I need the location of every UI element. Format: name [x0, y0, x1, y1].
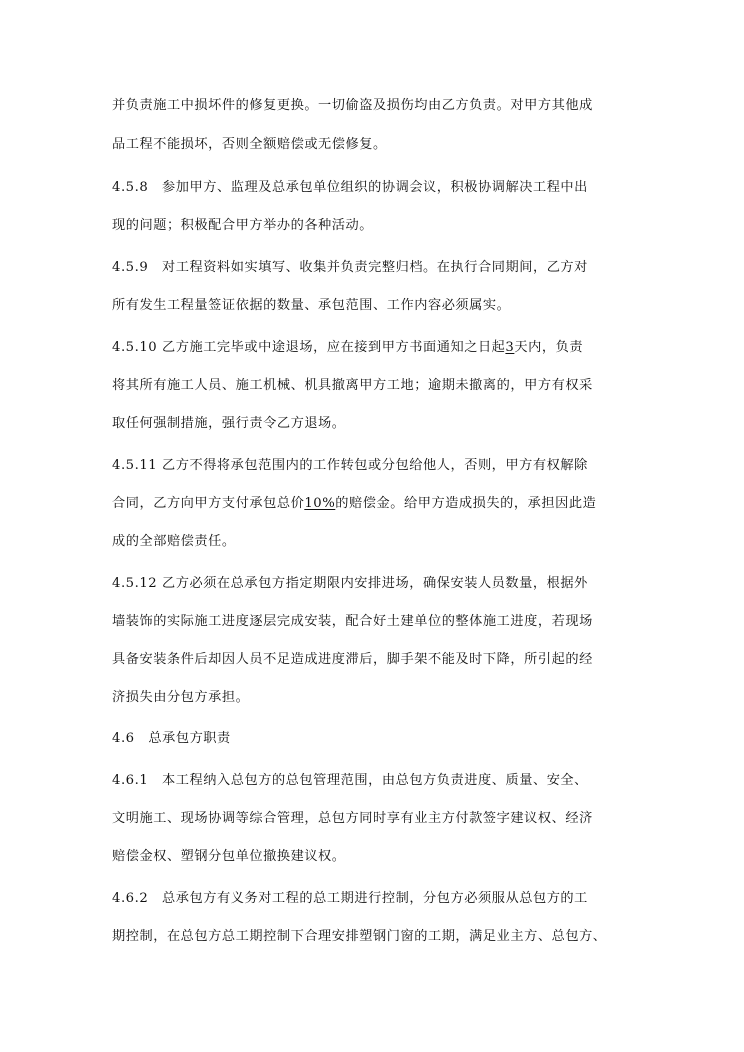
text-line	[112, 494, 632, 514]
text-segment: 4.5.10 乙方施工完毕或中途退场，应在接到甲方书面通知之日起	[112, 340, 506, 355]
clause-4-5-12: 4.5.12 乙方必须在总承包方指定期限内安排进场，确保安装人员数量，根据外	[112, 576, 588, 591]
section-heading-4-6: 4.6 总承包方职责	[112, 731, 231, 746]
underlined-percent-value: 10%	[304, 496, 336, 511]
underlined-days-value: 3	[505, 340, 515, 355]
text-line: 期控制，在总包方总工期控制下合理安排塑钢门窗的工期，满足业主方、总包方、	[112, 929, 607, 944]
clause-4-5-10	[112, 338, 632, 358]
text-line: 所有发生工程量签证依据的数量、承包范围、工作内容必须属实。	[112, 298, 511, 313]
text-line: 具备安装条件后却因人员不足造成进度滞后，脚手架不能及时下降，所引起的经	[112, 652, 593, 667]
text-line: 将其所有施工人员、施工机械、机具撤离甲方工地；逾期未撤离的，甲方有权采	[112, 378, 593, 393]
text-segment: 天内，负责	[514, 340, 584, 355]
clause-4-5-9: 4.5.9 对工程资料如实填写、收集并负责完整归档。在执行合同期间，乙方对	[112, 260, 588, 275]
clause-4-6-1: 4.6.1 本工程纳入总包方的总包管理范围，由总包方负责进度、质量、安全、	[112, 773, 588, 788]
clause-4-5-11: 4.5.11 乙方不得将承包范围内的工作转包或分包给他人，否则，甲方有权解除	[112, 458, 588, 473]
text-line: 成的全部赔偿责任。	[112, 534, 236, 549]
text-line: 赔偿金权、塑钢分包单位撤换建议权。	[112, 849, 346, 864]
text-line: 现的问题；积极配合甲方举办的各种活动。	[112, 218, 374, 233]
clause-4-6-2: 4.6.2 总承包方有义务对工程的总工期进行控制，分包方必须服从总包方的工	[112, 891, 588, 906]
text-line: 品工程不能损坏，否则全额赔偿或无偿修复。	[112, 137, 387, 152]
clause-4-5-8: 4.5.8 参加甲方、监理及总承包单位组织的协调会议，积极协调解决工程中出	[112, 180, 588, 195]
text-line: 文明施工、现场协调等综合管理，总包方同时享有业主方付款签字建议权、经济	[112, 811, 593, 826]
text-segment: 的赔偿金。给甲方造成损失的，承担因此造	[335, 496, 597, 511]
text-line: 取任何强制措施，强行责令乙方退场。	[112, 416, 346, 431]
text-line: 并负责施工中损坏件的修复更换。一切偷盗及损伤均由乙方负责。对甲方其他成	[112, 98, 593, 113]
text-line: 济损失由分包方承担。	[112, 690, 250, 705]
text-segment: 合同，乙方向甲方支付承包总价	[112, 496, 305, 511]
text-line: 墙装饰的实际施工进度逐层完成安装，配合好土建单位的整体施工进度，若现场	[112, 614, 593, 629]
